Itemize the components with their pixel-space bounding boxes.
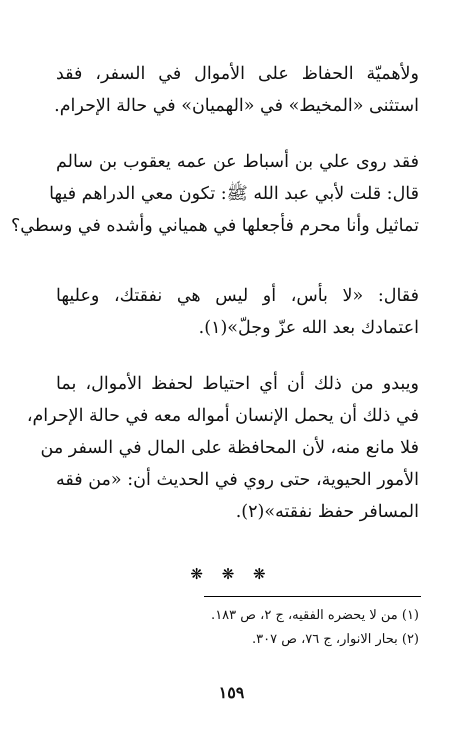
text-line: استثنى «المخيط» في «الهميان» في حالة الإحرام. bbox=[54, 96, 419, 116]
text-line: تماثيل وأنا محرم فأجعلها في همياني وأشده في وسطي؟ bbox=[10, 216, 419, 236]
text-line: الأمور الحيوية، حتى روي في الحديث أن: «من فقه bbox=[56, 470, 419, 490]
text-line: قال: قلت لأبي عبد الله ﷺ: تكون معي الدراهم فيها bbox=[49, 184, 419, 204]
text-line: اعتمادك بعد الله عزّ وجلّ»(١). bbox=[198, 318, 419, 338]
footnote-rule bbox=[204, 596, 421, 597]
text-line: فقال: «لا بأس، أو ليس هي نفقتك، وعليها bbox=[56, 286, 419, 306]
text-line: في ذلك أن يحمل الإنسان أمواله معه في حالة الإحرام، bbox=[26, 406, 419, 426]
paragraph-3 bbox=[56, 280, 419, 344]
paragraph-4 bbox=[26, 368, 419, 528]
text-line: ولأهميّة الحفاظ على الأموال في السفر، فقد bbox=[56, 64, 419, 84]
footnote-1: (١) من لا يحضره الفقيه، ج ٢، ص ١٨٣. bbox=[211, 608, 419, 623]
paragraph-2 bbox=[10, 146, 419, 242]
text-line: المسافر حفظ نفقته»(٢). bbox=[235, 502, 419, 522]
footnote-2: (٢) بحار الانوار، ج ٧٦، ص ٣٠٧. bbox=[252, 632, 419, 647]
section-separator: ❋ ❋ ❋ bbox=[190, 565, 273, 583]
text-line: فلا مانع منه، لأن المحافظة على المال في السفر من bbox=[40, 438, 419, 458]
text-line: فقد روى علي بن أسباط عن عمه يعقوب بن سالم bbox=[56, 152, 419, 172]
paragraph-1 bbox=[56, 58, 419, 122]
page-number: ١٥٩ bbox=[218, 683, 245, 702]
text-line: ويبدو من ذلك أن أي احتياط لحفظ الأموال، بما bbox=[56, 374, 419, 394]
